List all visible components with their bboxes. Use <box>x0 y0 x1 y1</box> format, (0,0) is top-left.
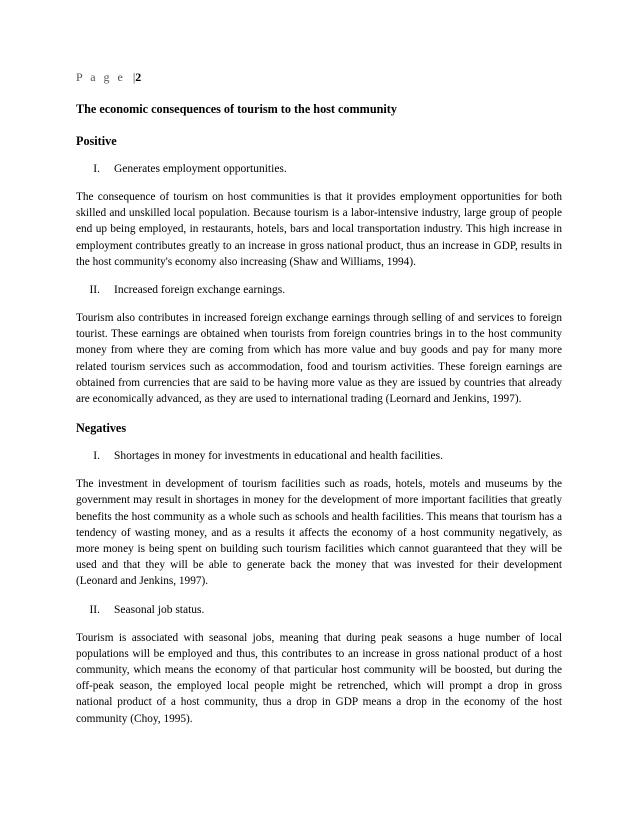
page-number-header <box>76 70 562 85</box>
subsection-heading <box>76 604 562 616</box>
document-page <box>76 70 562 741</box>
subsection-heading <box>76 450 562 462</box>
list-numeral: I. <box>93 163 100 175</box>
subsection-title: Increased foreign exchange earnings. <box>114 284 286 297</box>
body-paragraph: The consequence of tourism on host communities is that it provides employment opportunities for both skilled and unskilled local population. Because tourism is a labor-intensive industry, large group of people end up being employed, in restaurants, hotels, bars and local transportation industry. This high increase in employment contributes greatly to an increase in gross national product, thus an increase in GDP, results in the host community's economy also increasing (Shaw and Williams, 1994). <box>76 191 562 268</box>
subsection-heading <box>76 163 562 175</box>
page-number: 2 <box>135 70 142 84</box>
section-heading-positive: Positive <box>76 134 117 148</box>
section-heading-negatives: Negatives <box>76 421 127 436</box>
subsection-heading <box>76 284 562 296</box>
body-paragraph: Tourism is associated with seasonal jobs, meaning that during peak seasons a huge number of local populations will be employed and thus, this contributes to an increase in gross national product of a host community, which means the economy of that particular host community will be boosted, but during the off-peak season, the employed local people might be retrenched, which will prompt a drop in gross national product of a host community, thus a drop in GDP means a drop in the economy of the host community (Choy, 1995). <box>76 631 562 725</box>
page-separator: | <box>132 70 136 84</box>
body-paragraph: The investment in development of tourism facilities such as roads, hotels, motels and museums by the government may result in shortages in money for the development of more important facilities that greatly benefits the host community as a whole such as schools and health facilities. This means that tourism has a tendency of wasting money, and as a results it affects the economy of a host community negatively, as more money is being spent on building such tourism facilities which cannot guaranteed that they will be used and that they will be able to generate back the money that was invested for their development (Leonard and Jenkins, 1997). <box>76 478 562 588</box>
body-paragraph: Tourism also contributes in increased foreign exchange earnings through selling of and services to foreign tourist. These earnings are obtained when tourists from foreign countries brings in to the host community money from where they are coming from which has more value and buy goods and pay for many more related tourism services such as accommodation, food and tourism activities. These foreign earnings are obtained from currencies that are said to be having more value as they are issued by countries that already are economically advanced, as they are used to international trading (Leornard and Jenkins, 1997). <box>76 312 562 406</box>
page-word: P a g e <box>76 70 126 84</box>
list-numeral: I. <box>93 450 100 463</box>
subsection-title: Seasonal job status. <box>114 603 205 616</box>
document-title: The economic consequences of tourism to the host community <box>76 102 397 116</box>
subsection-title: Shortages in money for investments in educational and health facilities. <box>114 450 443 463</box>
list-numeral: II. <box>89 603 100 616</box>
list-numeral: II. <box>89 284 100 297</box>
subsection-title: Generates employment opportunities. <box>114 163 287 175</box>
